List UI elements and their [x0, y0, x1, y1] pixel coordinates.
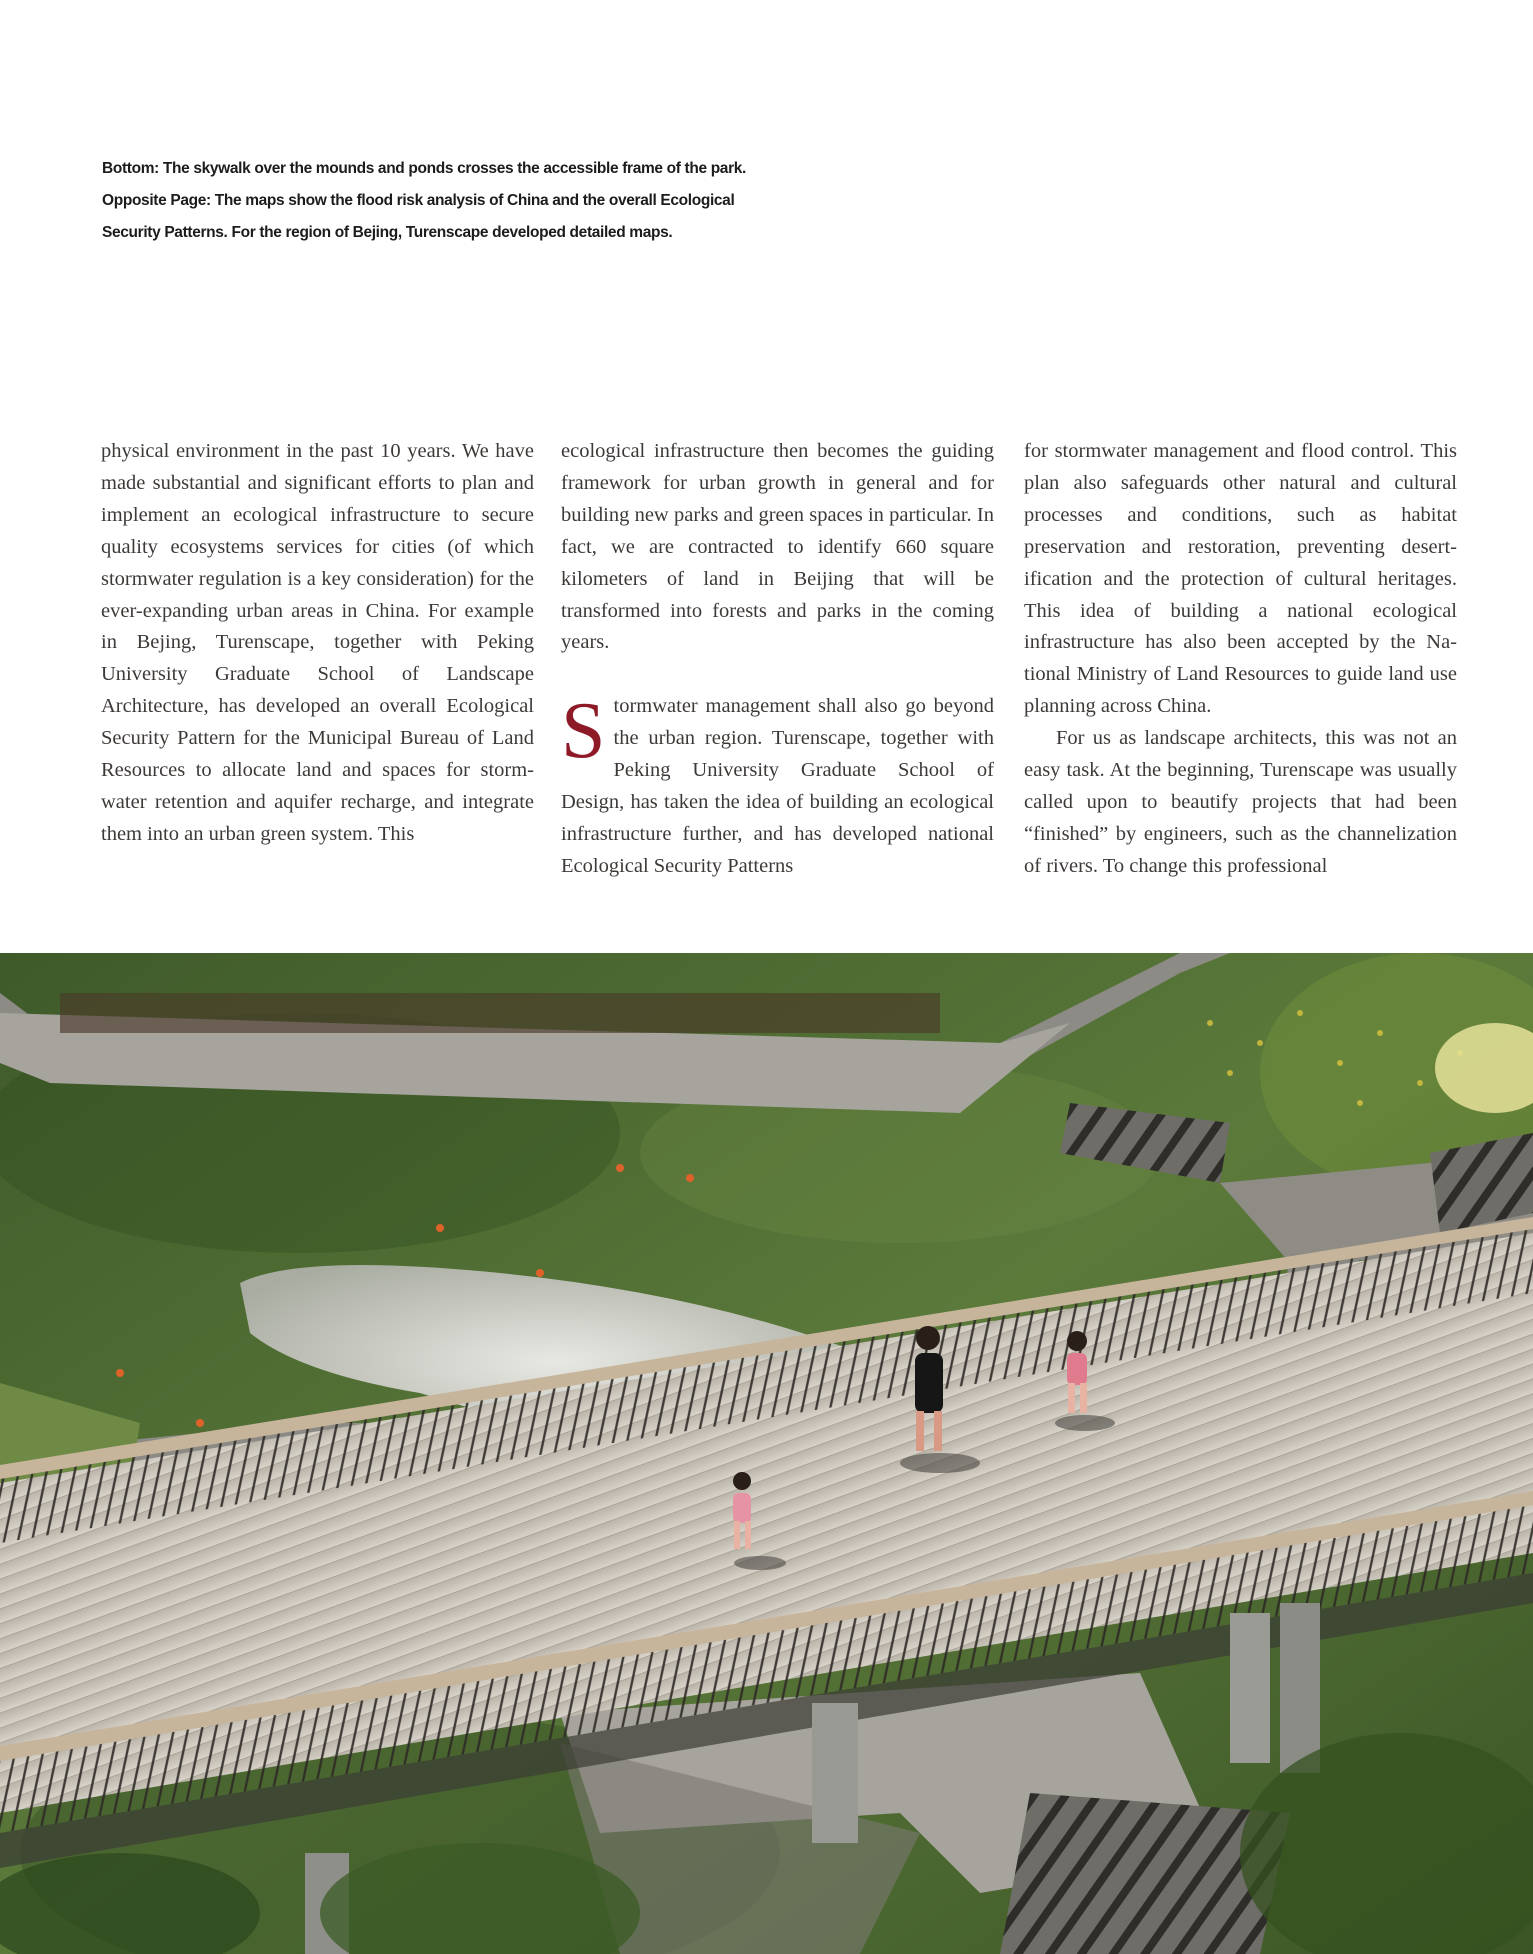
drop-cap: S [561, 687, 606, 776]
skywalk-photo-illustration [0, 953, 1533, 1954]
body-column-1 [101, 436, 534, 851]
body-paragraph: For us as landscape architects, this was not an easy task. At the beginning, Turenscape was usually called upon to beautify projects that had been “finished” by engineers, such as the channelization of rivers. To change this professional [1024, 727, 1457, 877]
photo-caption [102, 153, 822, 249]
caption-line: Opposite Page: The maps show the flood risk analysis of China and the overall Ecological [102, 192, 735, 209]
body-paragraph: physical environment in the past 10 years. We have made substantial and significant efforts to plan and implement an ecological infrastructure to secure quality ecosystems services for cities (of which stormwater regulation is a key consideration) for the ever-expanding urban areas in China. For example in Bejing, Turenscape, together with Peking University Graduate School of Landscape Architecture, has developed an overall Ecological Security Pattern for the Municipal Bureau of Land Resources to allocate land and spaces for stormwater retention and aquifer recharge, and integrate them into an urban green system. This [101, 440, 534, 845]
body-column-2 [561, 436, 994, 883]
body-column-3 [1024, 436, 1457, 883]
dropcap-paragraph-text: tormwater management shall also go beyond the urban region. Turenscape, together with Peking University Graduate School of Design, has taken the idea of building an ecological infrastructure further, and has developed national Ecological Security Patterns [561, 695, 994, 877]
skywalk-photo [0, 953, 1533, 1954]
body-paragraph: ecological infrastructure then becomes the guiding framework for urban growth in general and for building new parks and green spaces in particular. In fact, we are contracted to identify 660 square kilometers of land in Beijing that will be transformed into forests and parks in the coming years. [561, 440, 994, 654]
body-paragraph-dropcap [561, 687, 994, 882]
caption-line: Security Patterns. For the region of Bejing, Turenscape developed detailed maps. [102, 224, 673, 241]
caption-line: Bottom: The skywalk over the mounds and ponds crosses the accessible frame of the park. [102, 160, 746, 177]
body-paragraph: for stormwater management and flood control. This plan also safeguards other natural and cultural processes and conditions, such as habitat preservation and restoration, preventing desertification and the protection of cultural heritages. This idea of building a national ecological infrastructure has also been accepted by the National Ministry of Land Resources to guide land use planning across China. [1024, 440, 1457, 718]
